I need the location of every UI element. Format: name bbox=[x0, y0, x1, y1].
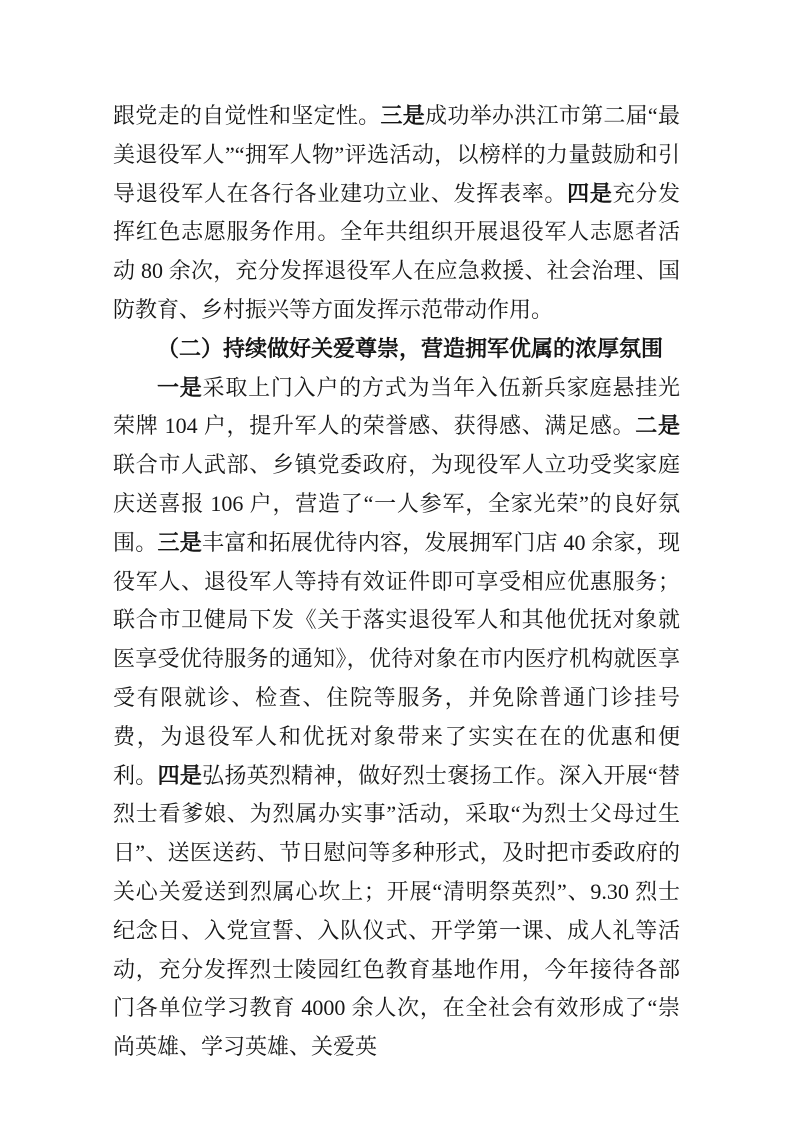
text-run: 采取上门入户的方式为当年入伍新兵家庭悬挂光荣牌 104 户，提升军人的荣誉感、获得感、满足感。 bbox=[113, 374, 680, 439]
emphasis-text-run: 三是 bbox=[157, 529, 202, 555]
document-text-area bbox=[113, 97, 680, 1067]
emphasis-text-run: （二）持续做好关爱尊崇，营造拥军优属的浓厚氛围 bbox=[157, 335, 664, 361]
text-run: 丰富和拓展优待内容，发展拥军门店 40 余家，现役军人、退役军人等持有效证件即可享受相应优惠服务；联合市卫健局下发《关于落实退役军人和其他优抚对象就医享受优待服务的通知》，优待对象在市内医疗机构就医享受有限就诊、检查、住院等服务，并免除普通门诊挂号费，为退役军人和优抚对象带来了实实在在的优惠和便利。 bbox=[113, 529, 680, 788]
text-run: 成功举办洪江市第二届“最美退役军人”“拥军人物”评选活动，以榜样的力量鼓励和引导退役军人在各行各业建功立业、发挥表率。 bbox=[113, 103, 680, 206]
emphasis-text-run: 四是 bbox=[157, 762, 203, 788]
emphasis-text-run: 三是 bbox=[380, 103, 426, 128]
emphasis-text-run: 二是 bbox=[635, 413, 680, 439]
emphasis-text-run: 一是 bbox=[157, 374, 203, 400]
body-paragraph-continuation bbox=[113, 97, 680, 330]
text-run: 跟党走的自觉性和坚定性。 bbox=[113, 103, 381, 128]
text-run: 弘扬英烈精神，做好烈士褒扬工作。深入开展“替烈士看爹娘、为烈属办实事”活动，采取“为烈士父母过生日”、送医送药、节日慰问等多种形式，及时把市委政府的关心关爱送到烈属心坎上；开展“清明祭英烈”、9.30 烈士纪念日、入党宣誓、入队仪式、开学第一课、成人礼等活动，充分发挥烈士陵园红色教育基地作用，今年接待各部门各单位学习教育 4000 余人次，在全社会有效形成了“崇尚英雄、学习英雄、关爱英 bbox=[113, 762, 680, 1060]
body-paragraph bbox=[113, 369, 680, 1067]
text-run: 联合市人武部、乡镇党委政府，为现役军人立功受奖家庭庆送喜报 106 户，营造了“一人参军，全家光荣”的良好氛围。 bbox=[113, 452, 680, 555]
section-heading bbox=[113, 330, 680, 369]
text-run: 充分发挥红色志愿服务作用。全年共组织开展退役军人志愿者活动 80 余次，充分发挥退役军人在应急救援、社会治理、国防教育、乡村振兴等方面发挥示范带动作用。 bbox=[113, 180, 680, 322]
emphasis-text-run: 四是 bbox=[567, 180, 613, 206]
